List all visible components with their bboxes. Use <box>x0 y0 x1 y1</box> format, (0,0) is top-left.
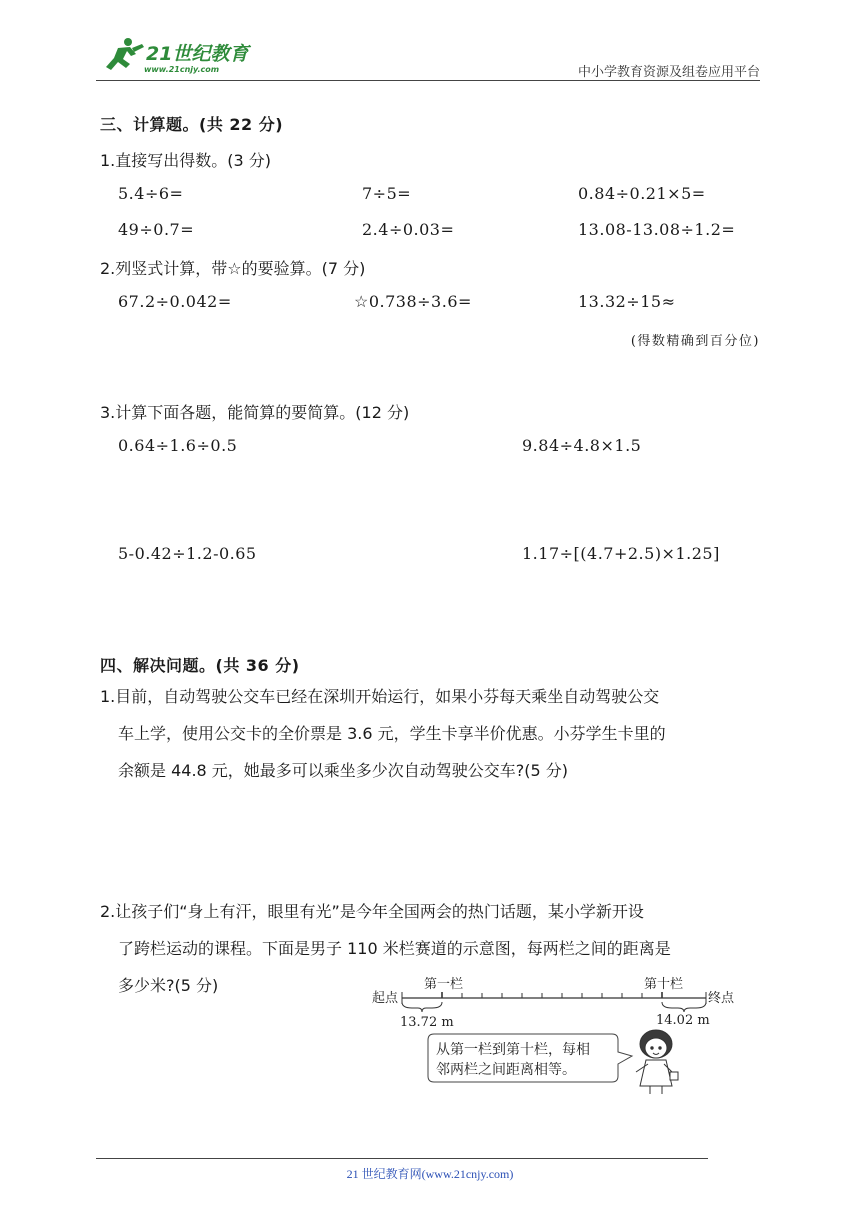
section3-title: 三、计算题。(共 22 分) <box>100 115 284 134</box>
p2-line: 多少米?(5 分) <box>118 976 219 995</box>
speech-line: 邻两栏之间距离相等。 <box>436 1062 576 1078</box>
q1-item: 5.4÷6= <box>118 184 184 203</box>
start-label: 起点 <box>372 991 399 1006</box>
p2-line: 2.让孩子们“身上有汗，眼里有光”是今年全国两会的热门话题，某小学新开设 <box>100 902 644 921</box>
section4-title: 四、解决问题。(共 36 分) <box>100 656 300 675</box>
left-bracket <box>402 1002 442 1012</box>
header-divider <box>96 80 760 81</box>
p1-line: 1.目前，自动驾驶公交车已经在深圳开始运行，如果小芬每天乘坐自动驾驶公交 <box>100 687 660 706</box>
site-logo <box>96 34 266 78</box>
hurdle-track-figure <box>360 968 740 1096</box>
footer-text: 21 世纪教育网(www.21cnjy.com) <box>346 1167 514 1181</box>
q2-note: (得数精确到百分位) <box>630 334 760 349</box>
q1-title: 1.直接写出得数。(3 分) <box>100 151 272 170</box>
logo-url: www.21cnjy.com <box>144 65 220 74</box>
p1-line: 车上学，使用公交卡的全价票是 3.6 元，学生卡享半价优惠。小芬学生卡里的 <box>118 724 666 743</box>
right-bracket <box>662 1002 706 1012</box>
q3-item: 9.84÷4.8×1.5 <box>522 436 642 455</box>
q3-item: 1.17÷[(4.7+2.5)×1.25] <box>522 544 720 563</box>
speech-line: 从第一栏到第十栏，每相 <box>436 1042 590 1058</box>
tenth-hurdle-label: 第十栏 <box>644 977 684 992</box>
q3-title: 3.计算下面各题，能简算的要简算。(12 分) <box>100 403 410 422</box>
q1-item: 0.84÷0.21×5= <box>578 184 706 203</box>
p1-line: 余额是 44.8 元，她最多可以乘坐多少次自动驾驶公交车?(5 分) <box>118 761 569 780</box>
q3-item: 0.64÷1.6÷0.5 <box>118 436 238 455</box>
first-hurdle-label: 第一栏 <box>424 977 464 992</box>
q2-item: ☆0.738÷3.6= <box>354 292 472 311</box>
girl-icon <box>636 1030 678 1094</box>
q3-item: 5-0.42÷1.2-0.65 <box>118 544 257 563</box>
q1-item: 2.4÷0.03= <box>362 220 455 239</box>
left-distance: 13.72 m <box>400 1015 454 1030</box>
footer-divider <box>96 1158 708 1159</box>
q1-item: 7÷5= <box>362 184 412 203</box>
platform-name: 中小学教育资源及组卷应用平台 <box>577 65 760 80</box>
q1-item: 49÷0.7= <box>118 220 195 239</box>
q2-title: 2.列竖式计算，带☆的要验算。(7 分) <box>100 259 366 278</box>
end-label: 终点 <box>708 991 735 1006</box>
logo-title: 21世纪教育 <box>146 43 249 65</box>
q2-item: 67.2÷0.042= <box>118 292 232 311</box>
runner-logo-icon <box>106 38 144 70</box>
p2-line: 了跨栏运动的课程。下面是男子 110 米栏赛道的示意图，每两栏之间的距离是 <box>118 939 671 958</box>
q2-item: 13.32÷15≈ <box>578 292 676 311</box>
right-distance: 14.02 m <box>656 1013 710 1028</box>
q1-item: 13.08-13.08÷1.2= <box>578 220 736 239</box>
